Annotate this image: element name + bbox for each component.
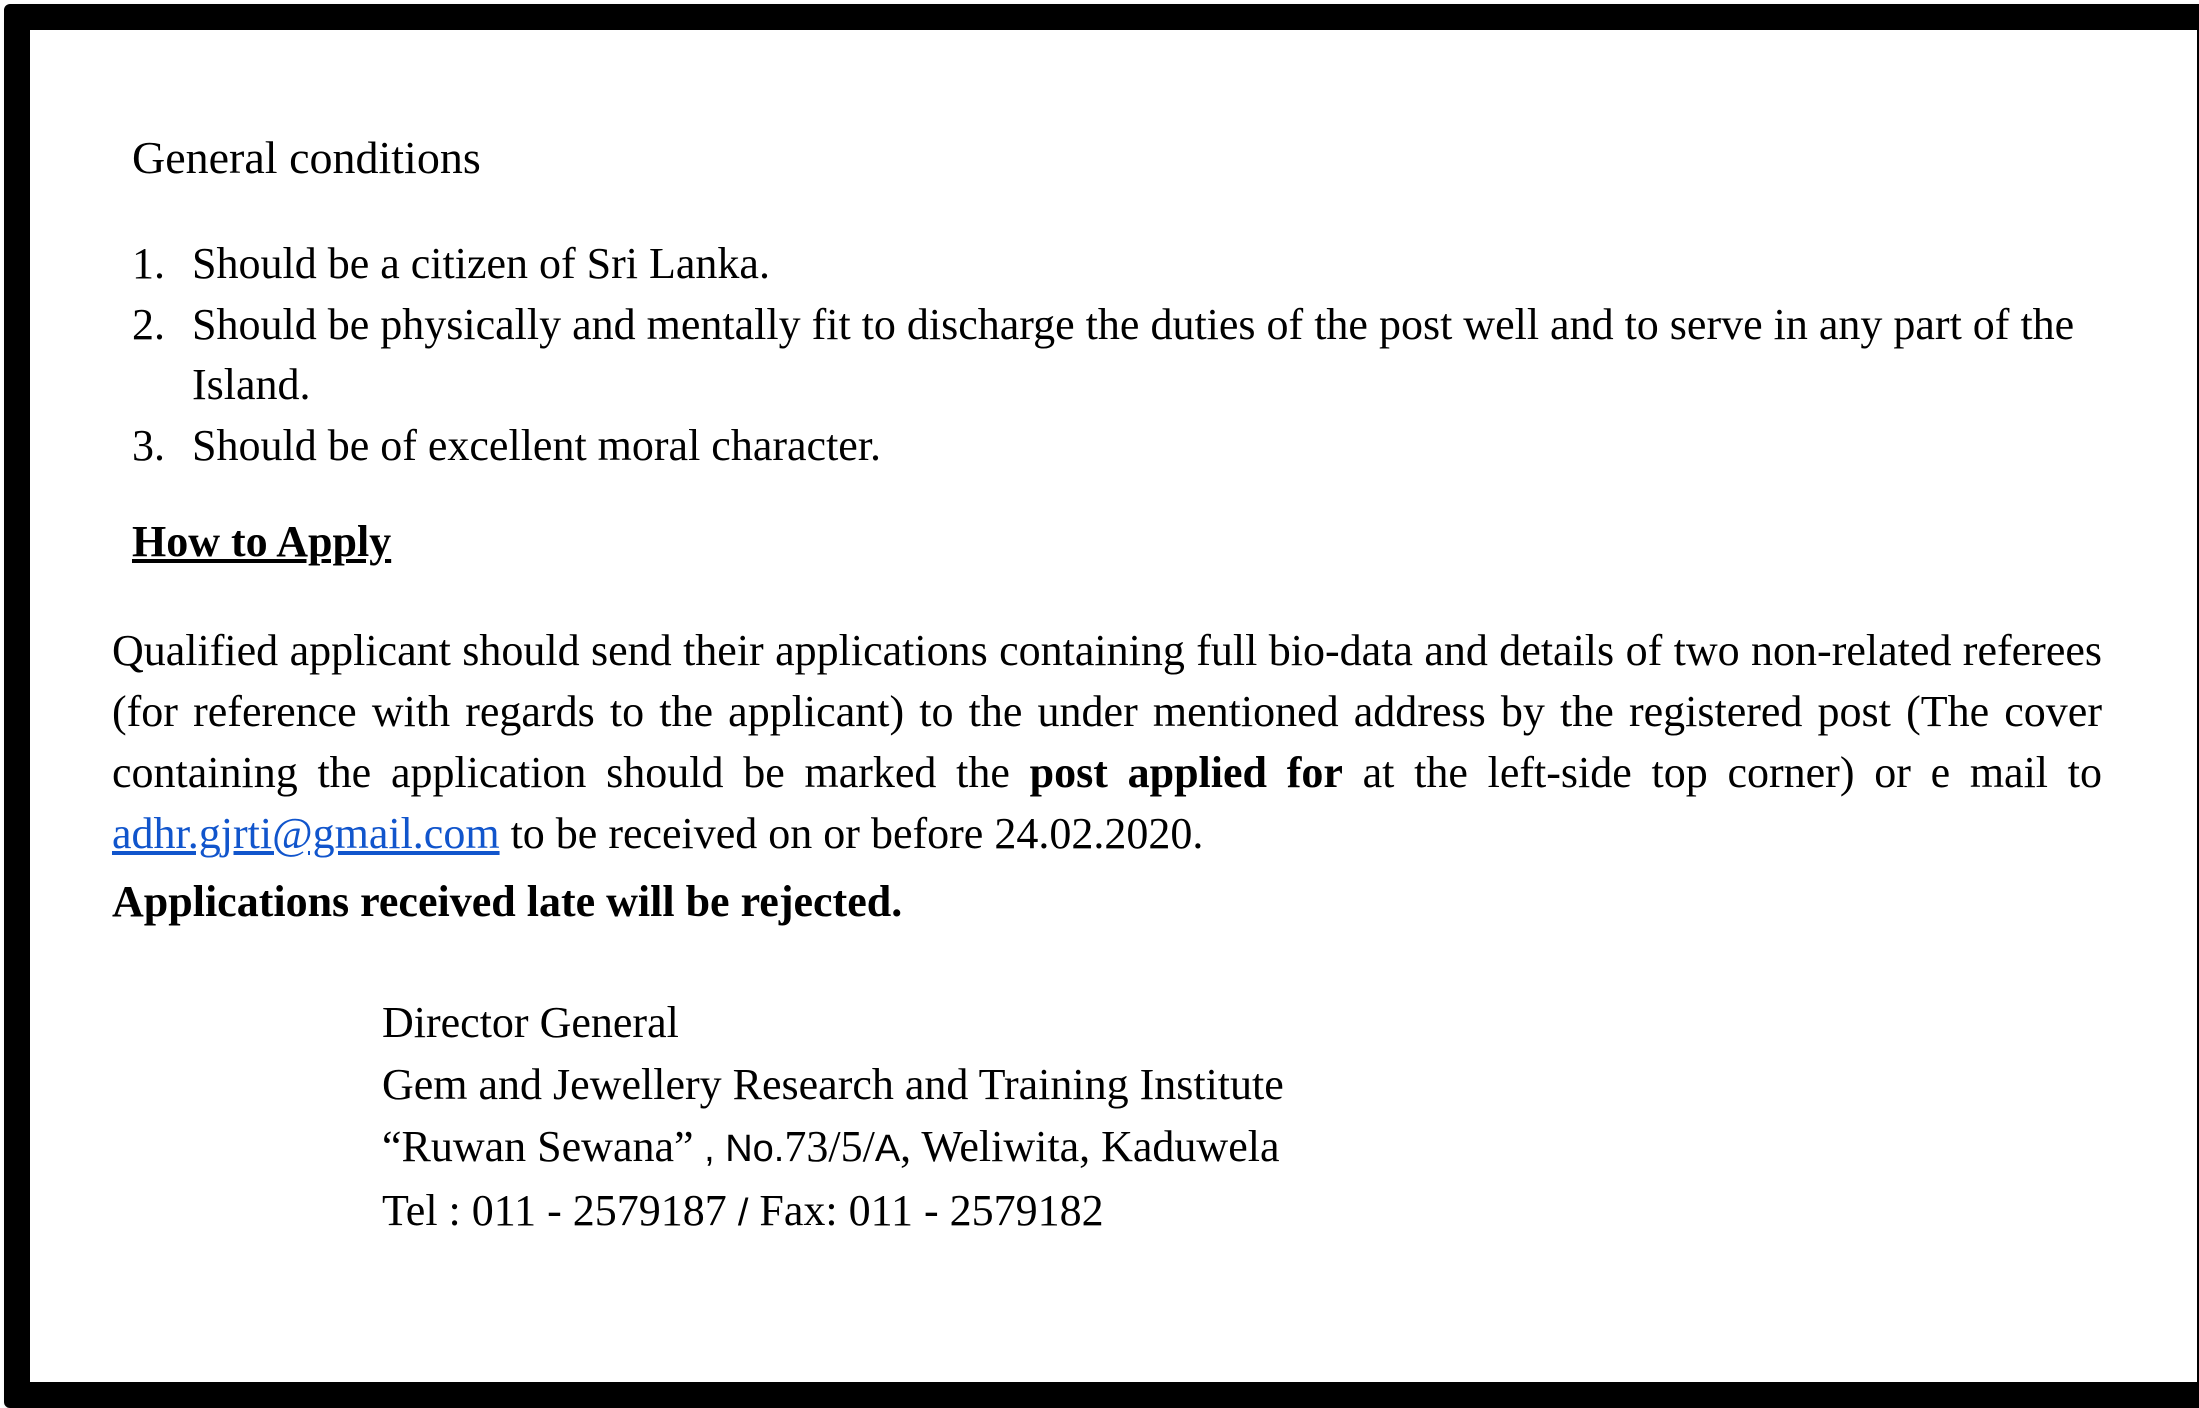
paragraph-text: Qualified applicant should send their applications containing full bio-data and details of two non-related referees (for reference with regards to the applicant) to the under mentioned address by the registered post (The cover containing the application should be marked the [112,626,2102,797]
address-contact [382,1180,1284,1244]
list-item [132,416,2122,477]
list-item-number: 2. [132,299,165,349]
address-institute: Gem and Jewellery Research and Training Institute [382,1060,1284,1109]
address-recipient: Director General [382,998,679,1047]
address-block [382,992,1284,1244]
list-item-text: Should be a citizen of Sri Lanka. [192,239,770,288]
fax-number: Fax: 011 - 2579182 [748,1186,1104,1235]
general-conditions-heading: General conditions [132,132,481,183]
address-number-prefix: , No. [693,1128,785,1170]
address-locality: , Weliwita, Kaduwela [900,1122,1280,1171]
list-item [132,295,2122,416]
address-building-name: “Ruwan Sewana” [382,1122,694,1171]
address-street [382,1116,1284,1180]
contact-separator: / [737,1192,749,1234]
telephone-number: Tel : 011 - 2579187 [382,1186,738,1235]
post-applied-for-emphasis: post applied for [1029,748,1343,797]
list-item-text: Should be of excellent moral character. [192,420,882,470]
how-to-apply-paragraph [112,620,2102,864]
paragraph-text: to be received on or before 24.02.2020. [499,809,1204,858]
list-item-text: Should be physically and mentally fit to discharge the duties of the post well and to serve in any part of the Island. [192,299,2075,409]
address-number: 73/5/ [784,1122,875,1171]
how-to-apply-heading: How to Apply [132,517,392,566]
email-link[interactable]: adhr.gjrti@gmail.com [112,809,500,858]
list-item [132,234,2122,295]
late-applications-notice: Applications received late will be rejected. [112,877,903,926]
list-item-number: 3. [132,420,165,470]
paragraph-text: at the left-side top corner) or e mail to [1342,748,2102,797]
document-body [30,30,2197,1382]
address-number-suffix: A [874,1128,901,1170]
document-frame [4,4,2199,1408]
list-item-number: 1. [132,239,165,288]
conditions-list [132,234,2122,476]
